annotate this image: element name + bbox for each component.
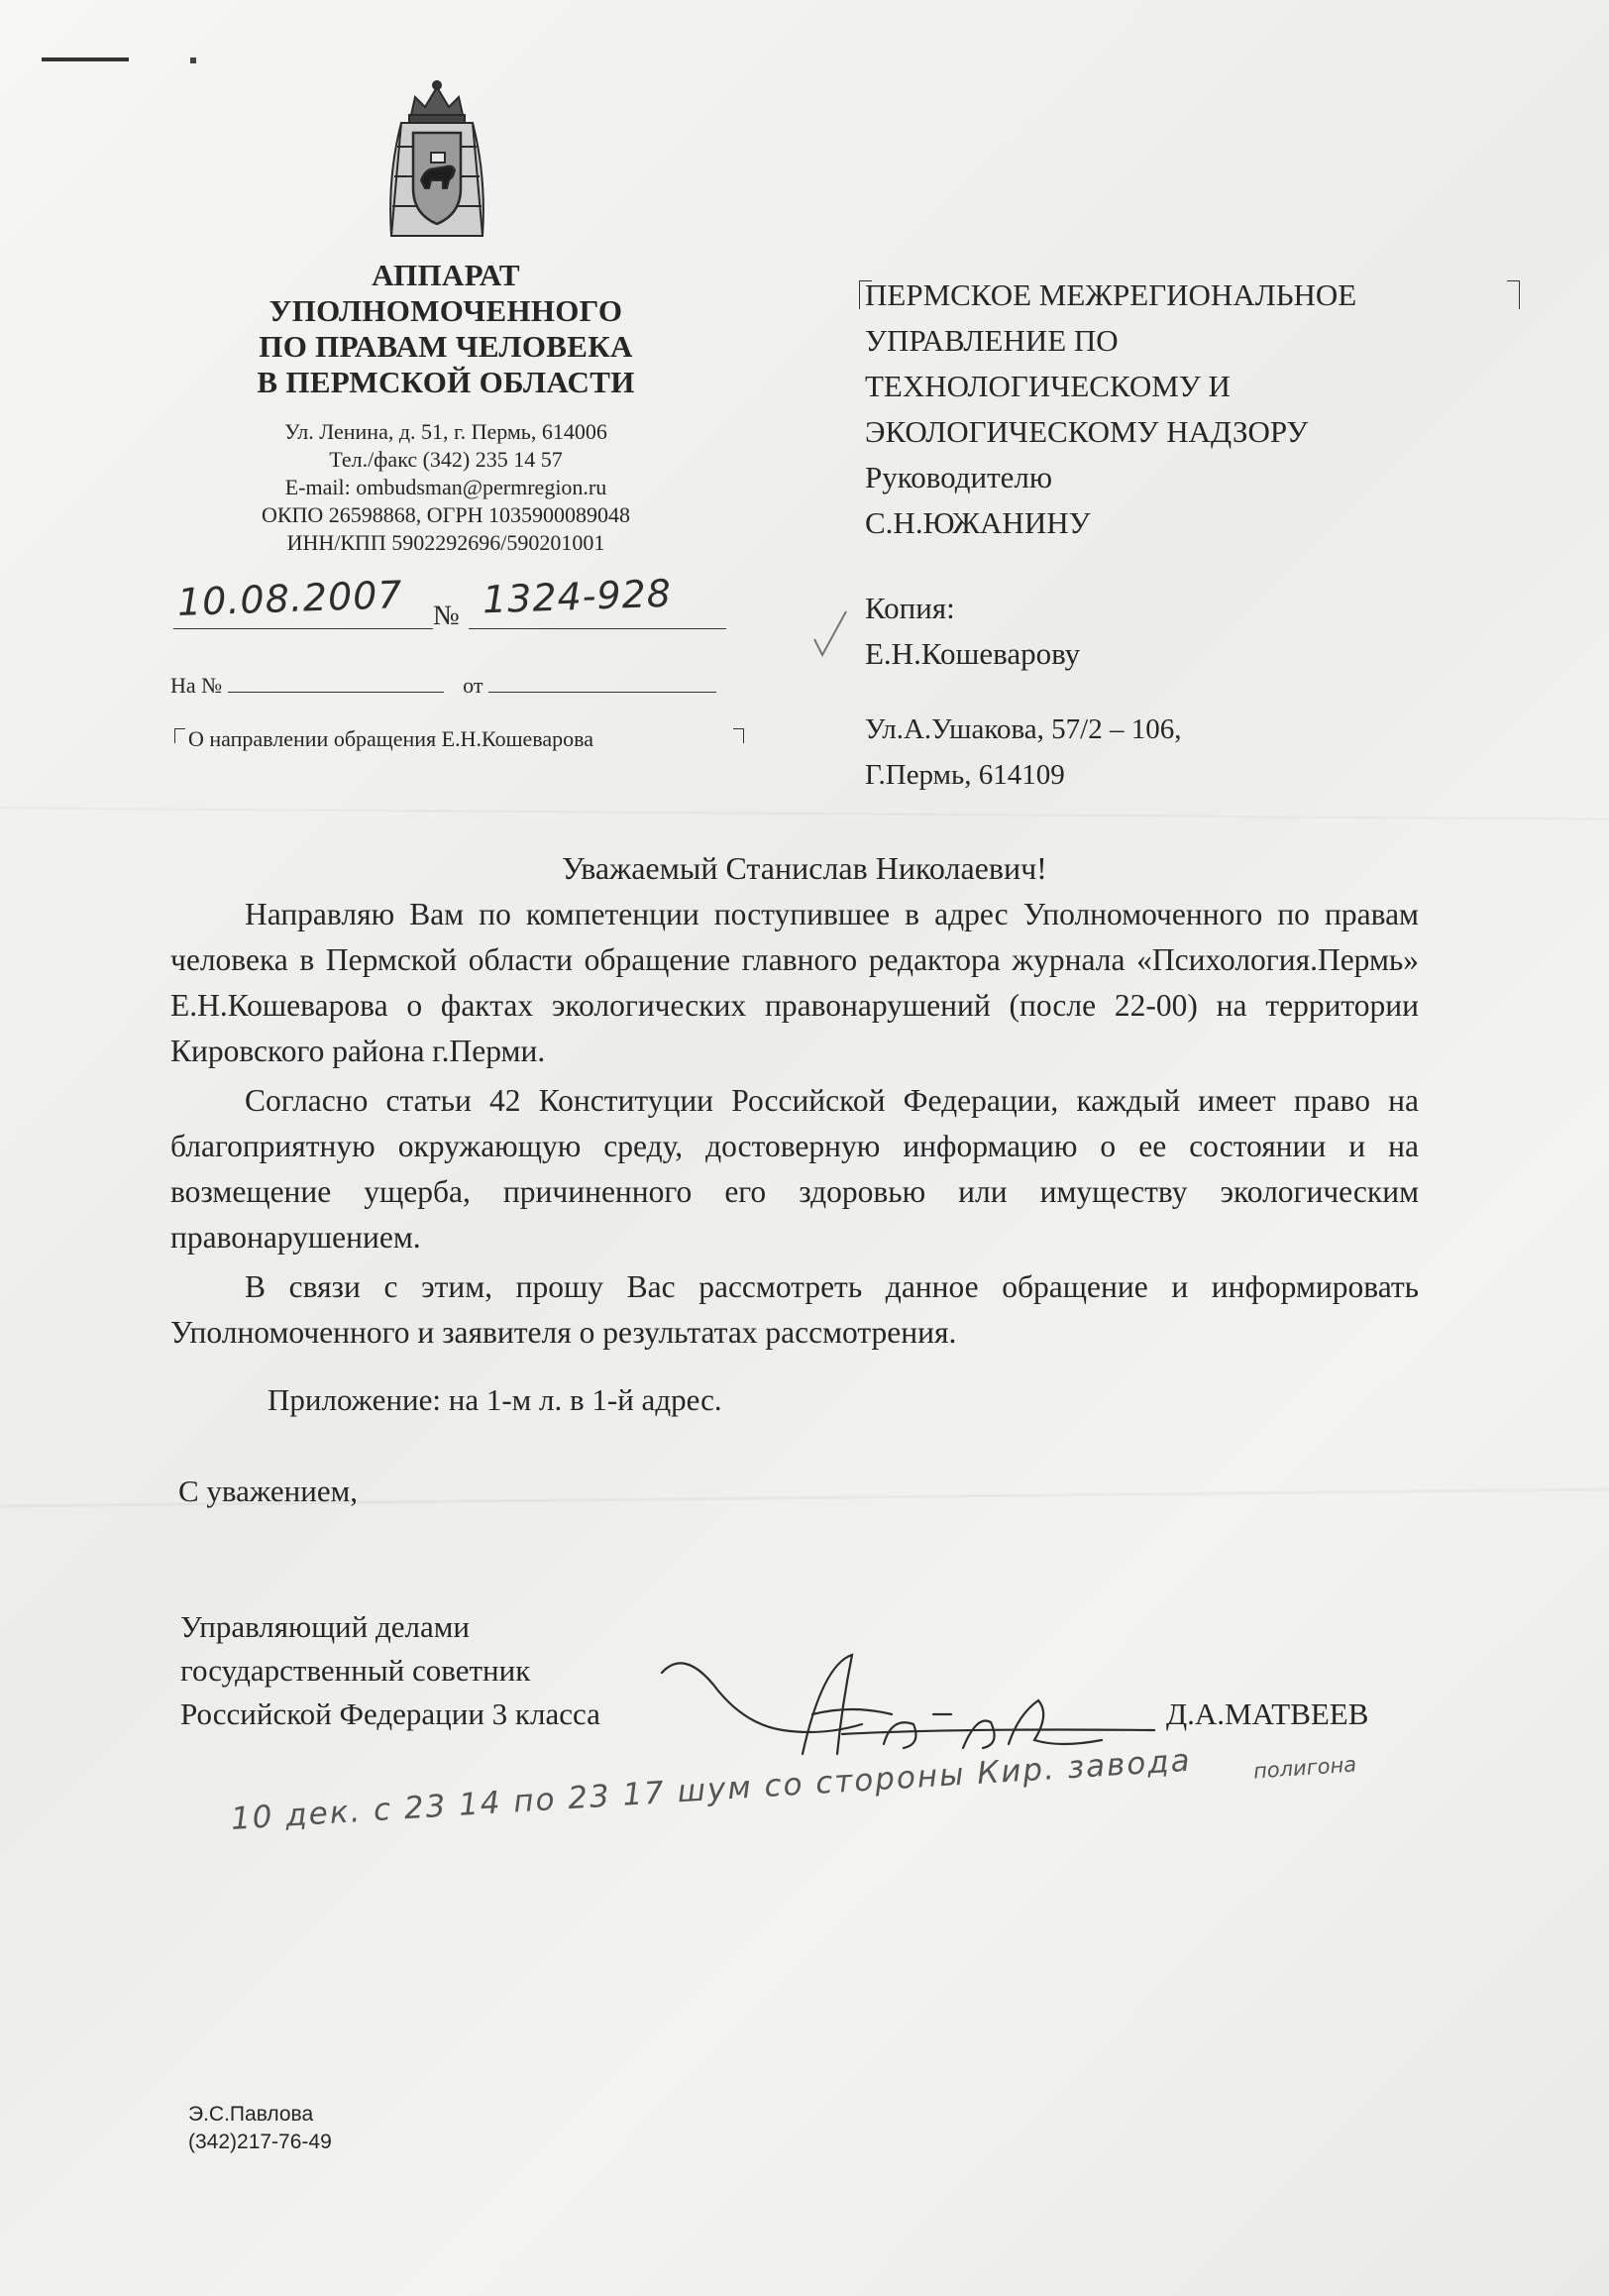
registration-date: 10.08.2007: [176, 573, 404, 624]
recipient-line: ТЕХНОЛОГИЧЕСКОМУ И: [865, 369, 1231, 403]
attachment-line: Приложение: на 1-м л. в 1-й адрес.: [268, 1382, 722, 1417]
recipient-bracket-left: [859, 280, 872, 309]
subject-text: О направлении обращения Е.Н.Кошеварова: [188, 726, 593, 751]
recipient-name: С.Н.ЮЖАНИНУ: [865, 505, 1091, 540]
recipient-line: ЭКОЛОГИЧЕСКОМУ НАДЗОРУ: [865, 414, 1309, 449]
scan-mark: [42, 57, 129, 61]
recipient-line: ПЕРМСКОЕ МЕЖРЕГИОНАЛЬНОЕ: [865, 277, 1357, 312]
body-paragraph: Согласно статьи 42 Конституции Российской Федерации, каждый имеет право на благоприятную окружающую среду, достоверную информацию о ее состоянии и на возмещение ущерба, причиненного его здоровью или имуществу экологическим правонарушением.: [170, 1083, 1419, 1255]
check-mark-icon: [812, 609, 848, 659]
coat-of-arms-icon: [381, 77, 492, 246]
from-label: от: [463, 673, 483, 698]
reply-label: На №: [170, 673, 223, 698]
date-underline: [173, 628, 433, 629]
copy-address-line: Ул.А.Ушакова, 57/2 – 106,: [865, 713, 1182, 745]
reply-reference: [170, 672, 725, 699]
recipient-block: [865, 273, 1539, 798]
recipient-position: Руководителю: [865, 460, 1053, 494]
subject-line: [178, 726, 753, 752]
signatory-title-line: Управляющий делами: [180, 1609, 470, 1644]
sender-inn: ИНН/КПП 5902292696/590201001: [286, 530, 605, 555]
copy-name: Е.Н.Кошеварову: [865, 636, 1081, 671]
handwritten-note-insert: полигона: [1252, 1752, 1357, 1784]
copy-address-line: Г.Пермь, 614109: [865, 759, 1065, 791]
sender-okpo: ОКПО 26598868, ОГРН 1035900089048: [261, 502, 631, 527]
sender-block: [149, 258, 743, 557]
sender-address: Ул. Ленина, д. 51, г. Пермь, 614006: [284, 419, 607, 444]
signatory-title: [180, 1605, 600, 1736]
author-phone: (342)217-76-49: [188, 2131, 332, 2153]
footer-block: [188, 2101, 332, 2156]
paper-crease: [0, 807, 1609, 820]
subject-bracket-right: [733, 728, 744, 743]
org-name-line: ПО ПРАВАМ ЧЕЛОВЕКА: [259, 329, 633, 364]
body-paragraph: Направляю Вам по компетенции поступившее в адрес Уполномоченного по правам человека в Пермской области обращение главного редактора журнала «Психология.Пермь» Е.Н.Кошеварова о фактах экологических правонарушений (после 22-00) на территории Кировского района г.Перми.: [170, 897, 1419, 1068]
salutation: Уважаемый Станислав Николаевич!: [562, 850, 1047, 886]
signatory-name: Д.А.МАТВЕЕВ: [1166, 1696, 1369, 1731]
recipient-line: УПРАВЛЕНИЕ ПО: [865, 323, 1119, 358]
org-name-line: УПОЛНОМОЧЕННОГО: [268, 293, 623, 328]
number-label: №: [433, 601, 460, 631]
body-paragraph: В связи с этим, прошу Вас рассмотреть данное обращение и информировать Уполномоченного и заявителя о результатах рассмотрения.: [170, 1269, 1419, 1350]
signatory-title-line: государственный советник: [180, 1653, 531, 1688]
scan-mark: [190, 57, 196, 63]
recipient-bracket-right: [1507, 280, 1520, 309]
org-name-line: АППАРАТ: [372, 258, 520, 292]
handwritten-note: 10 дек. с 23 14 по 23 17 шум со стороны Кир. завода: [230, 1742, 1193, 1837]
registration-line: [173, 571, 728, 638]
signatory-title-line: Российской Федерации 3 класса: [180, 1696, 600, 1731]
number-underline: [469, 628, 726, 629]
letter-body: [170, 892, 1419, 1356]
closing: С уважением,: [178, 1474, 358, 1508]
subject-bracket-left: [174, 728, 185, 743]
reply-date-blank: [488, 672, 716, 693]
sender-email: E-mail: ombudsman@permregion.ru: [284, 475, 607, 499]
reply-number-blank: [228, 672, 444, 693]
org-name-line: В ПЕРМСКОЙ ОБЛАСТИ: [257, 365, 635, 399]
sender-phone: Тел./факс (342) 235 14 57: [329, 447, 563, 472]
author-name: Э.С.Павлова: [188, 2103, 314, 2126]
sender-contacts: [149, 418, 743, 557]
registration-number: 1324-928: [482, 571, 673, 622]
copy-label: Копия:: [865, 591, 955, 625]
